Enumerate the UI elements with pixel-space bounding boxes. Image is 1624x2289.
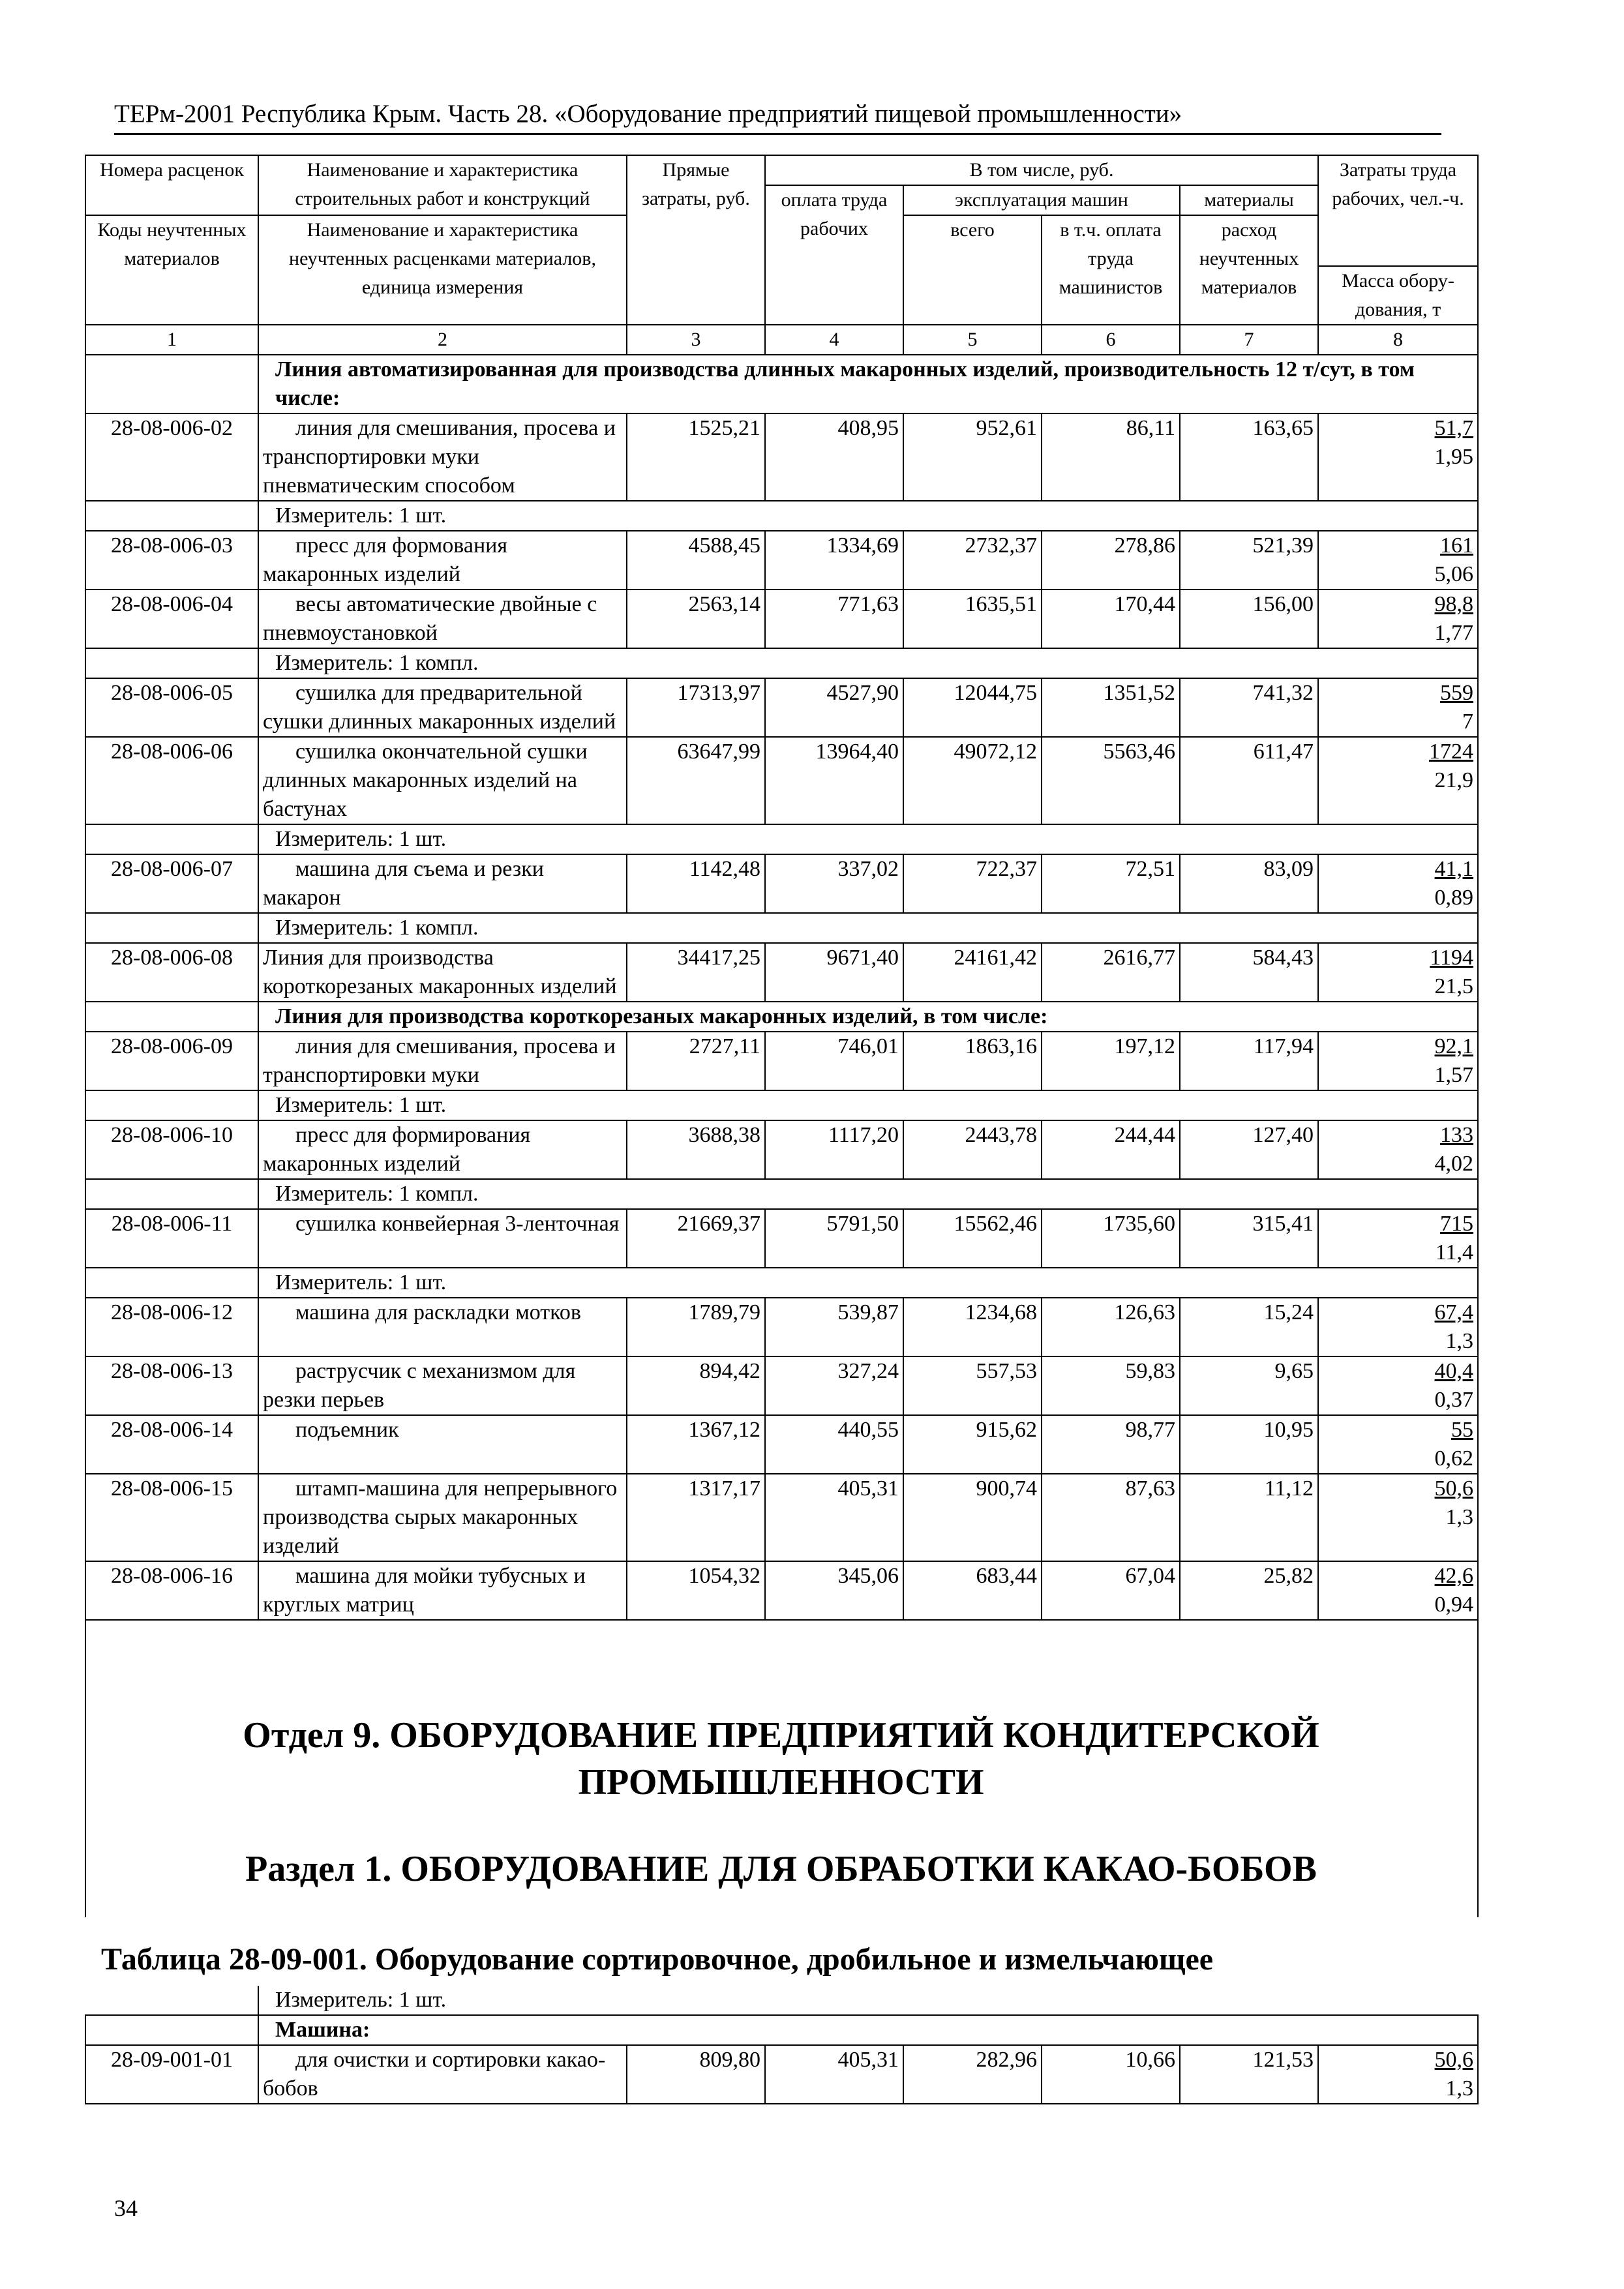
materials: 163,65 [1180,413,1318,501]
table-row [85,1298,1478,1356]
labor-mass [1318,854,1478,913]
rate-code: 28-08-006-07 [85,854,258,913]
table-row [85,2045,1478,2104]
equipment-mass: 0,37 [1434,1388,1474,1412]
th-rate-numbers: Номера расценок [85,155,258,215]
meter-row: Измеритель: 1 компл. [85,1179,1478,1209]
materials: 117,94 [1180,1032,1318,1090]
operator-pay: 87,63 [1042,1474,1180,1561]
operator-pay: 244,44 [1042,1120,1180,1179]
item-name: сушилка для предварительной сушки длинных макаронных изделий [258,678,627,737]
item-name: машина для съема и резки макарон [258,854,627,913]
item-name: сушилка конвейерная 3-ленточная [258,1209,627,1268]
machine-total: 12044,75 [903,678,1042,737]
table-row [85,590,1478,648]
materials: 15,24 [1180,1298,1318,1356]
labor-mass [1318,2045,1478,2104]
machine-total: 2443,78 [903,1120,1042,1179]
table-body [85,355,1478,1917]
item-name: машина для мойки тубусных и круглых матриц [258,1561,627,1620]
item-name: машина для раскладки мотков [258,1298,627,1356]
rate-code: 28-08-006-11 [85,1209,258,1268]
table-row [85,413,1478,501]
section-heading: Линия для производства короткорезаных макаронных изделий, в том числе: [85,1002,1478,1032]
equipment-mass: 1,3 [1445,1505,1474,1529]
operator-pay: 5563,46 [1042,737,1180,824]
operator-pay: 126,63 [1042,1298,1180,1356]
rate-code: 28-08-006-05 [85,678,258,737]
labor-mass [1318,737,1478,824]
worker-pay: 746,01 [765,1032,903,1090]
labor-costs: 55 [1451,1418,1474,1442]
equipment-mass: 1,3 [1445,1329,1474,1353]
worker-pay: 771,63 [765,590,903,648]
item-name: для очистки и сортировки какао-бобов [258,2045,627,2104]
rate-code: 28-08-006-09 [85,1032,258,1090]
labor-costs: 161 [1440,533,1474,558]
labor-mass [1318,943,1478,1002]
item-name: раструсчик с механизмом для резки перьев [258,1356,627,1415]
table-row [85,737,1478,824]
rate-code: 28-08-006-02 [85,413,258,501]
labor-costs: 40,4 [1434,1359,1474,1383]
item-name: пресс для формования макаронных изделий [258,531,627,590]
table-body-2 [85,2015,1478,2104]
machine-total: 49072,12 [903,737,1042,824]
machine-total: 24161,42 [903,943,1042,1002]
th-labor-costs: Затраты труда рабочих, чел.-ч. [1318,155,1478,266]
equipment-mass: 21,5 [1434,974,1474,998]
direct-costs: 1317,17 [627,1474,765,1561]
worker-pay: 405,31 [765,1474,903,1561]
th-direct-costs: Прямые затраты, руб. [627,155,765,325]
equipment-mass: 0,89 [1434,886,1474,910]
th-unaccounted-materials: расход неучтенных материалов [1180,215,1318,325]
meter-row: Измеритель: 1 шт. [85,1986,1478,2015]
equipment-mass: 11,4 [1435,1240,1474,1264]
item-name: весы автоматические двойные с пневмоустановкой [258,590,627,648]
labor-costs: 50,6 [1434,1476,1474,1501]
materials: 10,95 [1180,1415,1318,1474]
item-name: штамп-машина для непрерывного производства сырых макаронных изделий [258,1474,627,1561]
meter-row: Измеритель: 1 шт. [85,824,1478,854]
direct-costs: 1054,32 [627,1561,765,1620]
machine-total: 900,74 [903,1474,1042,1561]
table-row [85,1209,1478,1268]
rate-code: 28-09-001-01 [85,2045,258,2104]
labor-mass [1318,1032,1478,1090]
machine-total: 2732,37 [903,531,1042,590]
direct-costs: 2563,14 [627,590,765,648]
labor-costs: 67,4 [1434,1300,1474,1324]
operator-pay: 98,77 [1042,1415,1180,1474]
labor-mass [1318,1415,1478,1474]
rates-table-2 [85,1986,1479,2104]
th-equipment-mass: Масса обору-дования, т [1318,266,1478,325]
table-row [85,1356,1478,1415]
operator-pay: 2616,77 [1042,943,1180,1002]
direct-costs: 1142,48 [627,854,765,913]
worker-pay: 405,31 [765,2045,903,2104]
direct-costs: 1525,21 [627,413,765,501]
materials: 156,00 [1180,590,1318,648]
labor-mass [1318,531,1478,590]
worker-pay: 327,24 [765,1356,903,1415]
machine-total: 557,53 [903,1356,1042,1415]
equipment-mass: 1,57 [1434,1063,1474,1087]
equipment-mass: 1,77 [1434,621,1474,645]
operator-pay: 197,12 [1042,1032,1180,1090]
th-materials: материалы [1180,185,1318,215]
th-material-codes: Коды неучтенных материалов [85,215,258,325]
labor-costs: 51,7 [1434,416,1474,440]
worker-pay: 1334,69 [765,531,903,590]
machine-total: 282,96 [903,2045,1042,2104]
section-heading: Линия автоматизированная для производства длинных макаронных изделий, производительность 12 т/сут, в том числе: [85,355,1478,413]
page-number: 34 [114,2195,138,2221]
labor-costs: 41,1 [1434,857,1474,881]
th-machine-operation: эксплуатация машин [903,185,1180,215]
labor-costs: 715 [1440,1212,1474,1236]
direct-costs: 1789,79 [627,1298,765,1356]
machine-total: 683,44 [903,1561,1042,1620]
th-including: В том числе, руб. [765,155,1318,185]
labor-costs: 42,6 [1434,1564,1474,1588]
item-name: сушилка окончательной сушки длинных макаронных изделий на бастунах [258,737,627,824]
materials: 25,82 [1180,1561,1318,1620]
labor-mass [1318,1298,1478,1356]
rate-code: 28-08-006-12 [85,1298,258,1356]
labor-costs: 98,8 [1434,592,1474,616]
direct-costs: 4588,45 [627,531,765,590]
table-title: Таблица 28-09-001. Оборудование сортировочное, дробильное и измельчающее [101,1942,1214,1977]
direct-costs: 63647,99 [627,737,765,824]
labor-costs: 133 [1440,1123,1474,1147]
labor-mass [1318,1209,1478,1268]
rate-code: 28-08-006-03 [85,531,258,590]
machine-total: 915,62 [903,1415,1042,1474]
table-row [85,1415,1478,1474]
table-row [85,943,1478,1002]
th-work-name: Наименование и характеристика строительных работ и конструкций [258,155,627,215]
operator-pay: 1351,52 [1042,678,1180,737]
labor-mass [1318,1561,1478,1620]
direct-costs: 809,80 [627,2045,765,2104]
machine-total: 1635,51 [903,590,1042,648]
labor-costs: 1194 [1430,946,1474,970]
labor-mass [1318,678,1478,737]
equipment-mass: 0,94 [1434,1593,1474,1617]
meter-row: Измеритель: 1 шт. [85,501,1478,531]
labor-costs: 92,1 [1434,1034,1474,1058]
direct-costs: 3688,38 [627,1120,765,1179]
materials: 521,39 [1180,531,1318,590]
operator-pay: 86,11 [1042,413,1180,501]
rates-table [85,155,1479,1917]
materials: 9,65 [1180,1356,1318,1415]
rate-code: 28-08-006-16 [85,1561,258,1620]
labor-mass [1318,1356,1478,1415]
subsection-title: Раздел 1. ОБОРУДОВАНИЕ ДЛЯ ОБРАБОТКИ КАКАО-БОБОВ [245,1849,1317,1889]
worker-pay: 539,87 [765,1298,903,1356]
column-numbers-row: 1 2 3 4 5 6 7 8 [85,325,1478,355]
meter-row: Измеритель: 1 шт. [85,1090,1478,1120]
equipment-mass: 0,62 [1434,1446,1474,1471]
machine-total: 1234,68 [903,1298,1042,1356]
meter-row: Измеритель: 1 компл. [85,913,1478,943]
subheading-row: Машина: [85,2015,1478,2045]
meter-row: Измеритель: 1 шт. [85,1268,1478,1298]
item-name: подъемник [258,1415,627,1474]
equipment-mass: 21,9 [1434,768,1474,792]
table-row [85,1032,1478,1090]
materials: 11,12 [1180,1474,1318,1561]
worker-pay: 1117,20 [765,1120,903,1179]
rate-code: 28-08-006-10 [85,1120,258,1179]
operator-pay: 72,51 [1042,854,1180,913]
th-operator-pay: в т.ч. оплата труда машинистов [1042,215,1180,325]
item-name: линия для смешивания, просева и транспортировки муки [258,1032,627,1090]
operator-pay: 10,66 [1042,2045,1180,2104]
machine-total: 1863,16 [903,1032,1042,1090]
worker-pay: 440,55 [765,1415,903,1474]
rate-code: 28-08-006-14 [85,1415,258,1474]
materials: 83,09 [1180,854,1318,913]
materials: 127,40 [1180,1120,1318,1179]
item-name: пресс для формирования макаронных изделий [258,1120,627,1179]
item-name: Линия для производства короткорезаных макаронных изделий [258,943,627,1002]
equipment-mass: 7 [1462,710,1474,734]
machine-total: 722,37 [903,854,1042,913]
machine-total: 952,61 [903,413,1042,501]
rate-code: 28-08-006-15 [85,1474,258,1561]
rate-code: 28-08-006-06 [85,737,258,824]
direct-costs: 34417,25 [627,943,765,1002]
rate-code: 28-08-006-04 [85,590,258,648]
operator-pay: 278,86 [1042,531,1180,590]
direct-costs: 894,42 [627,1356,765,1415]
worker-pay: 337,02 [765,854,903,913]
materials: 611,47 [1180,737,1318,824]
labor-mass [1318,1474,1478,1561]
worker-pay: 9671,40 [765,943,903,1002]
worker-pay: 5791,50 [765,1209,903,1268]
materials: 741,32 [1180,678,1318,737]
operator-pay: 59,83 [1042,1356,1180,1415]
worker-pay: 4527,90 [765,678,903,737]
section-title: Отдел 9. ОБОРУДОВАНИЕ ПРЕДПРИЯТИЙ КОНДИТЕРСКОЙ ПРОМЫШЛЕННОСТИ [243,1715,1319,1803]
equipment-mass: 1,3 [1445,2076,1474,2101]
meter-row: Измеритель: 1 компл. [85,648,1478,678]
labor-mass [1318,413,1478,501]
running-header: ТЕРм-2001 Республика Крым. Часть 28. «Оборудование предприятий пищевой промышленности» [114,98,1441,135]
worker-pay: 408,95 [765,413,903,501]
th-total: всего [903,215,1042,325]
labor-mass [1318,1120,1478,1179]
table-row [85,678,1478,737]
direct-costs: 1367,12 [627,1415,765,1474]
materials: 121,53 [1180,2045,1318,2104]
operator-pay: 1735,60 [1042,1209,1180,1268]
th-material-names: Наименование и характеристика неучтенных расценками материалов, единица измерения [258,215,627,325]
labor-costs: 50,6 [1434,2048,1474,2072]
labor-mass [1318,590,1478,648]
equipment-mass: 5,06 [1434,562,1474,586]
table-row [85,1561,1478,1620]
labor-costs: 1724 [1429,740,1474,764]
direct-costs: 17313,97 [627,678,765,737]
materials: 584,43 [1180,943,1318,1002]
th-worker-pay: оплата труда рабочих [765,185,903,325]
equipment-mass: 1,95 [1434,445,1474,469]
table-row [85,1474,1478,1561]
equipment-mass: 4,02 [1434,1152,1474,1176]
direct-costs: 2727,11 [627,1032,765,1090]
rate-code: 28-08-006-13 [85,1356,258,1415]
worker-pay: 345,06 [765,1561,903,1620]
item-name: линия для смешивания, просева и транспортировки муки пневматическим способом [258,413,627,501]
rate-code: 28-08-006-08 [85,943,258,1002]
direct-costs: 21669,37 [627,1209,765,1268]
table-row [85,854,1478,913]
operator-pay: 67,04 [1042,1561,1180,1620]
operator-pay: 170,44 [1042,590,1180,648]
table-row [85,531,1478,590]
materials: 315,41 [1180,1209,1318,1268]
labor-costs: 559 [1440,681,1474,705]
table-row [85,1120,1478,1179]
machine-total: 15562,46 [903,1209,1042,1268]
worker-pay: 13964,40 [765,737,903,824]
